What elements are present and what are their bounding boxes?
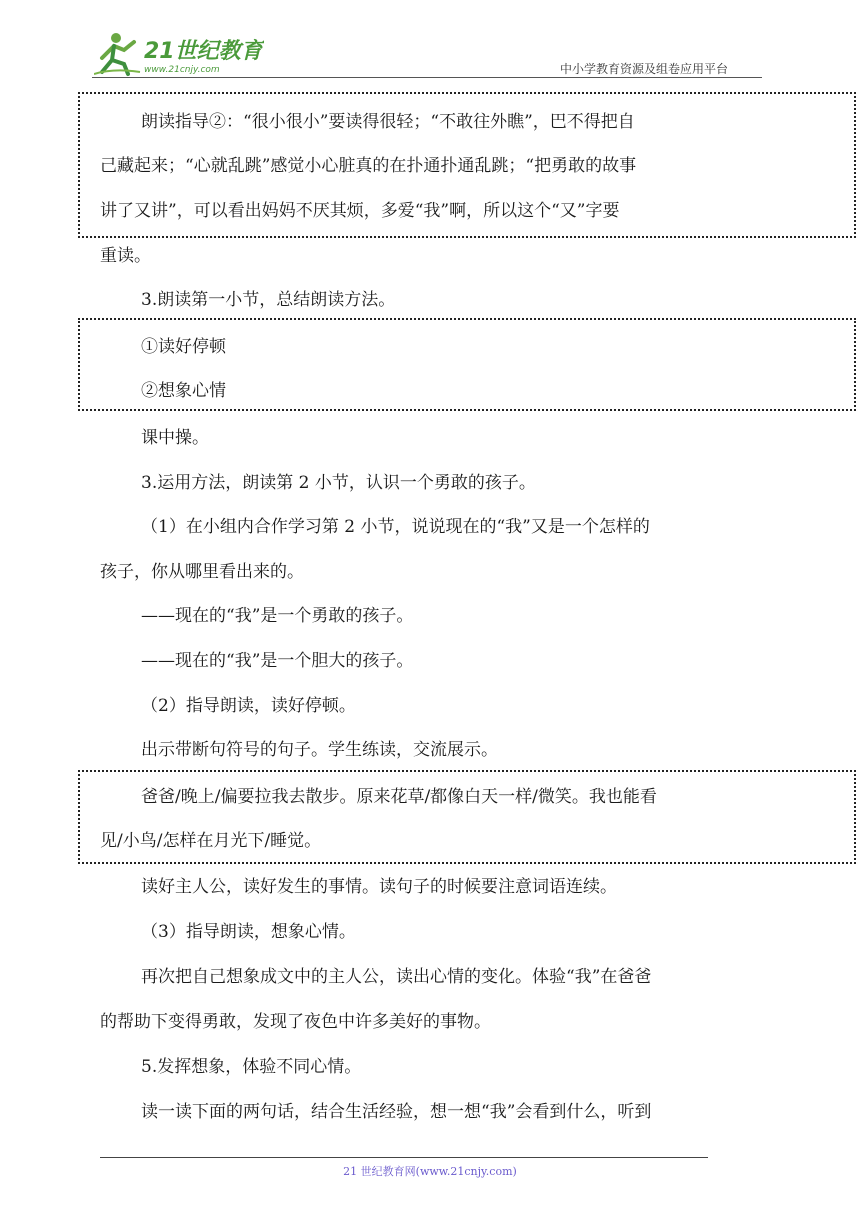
- paragraph-line: 孩子，你从哪里看出来的。: [100, 562, 304, 582]
- paragraph-line: 再次把自己想象成文中的主人公，读出心情的变化。体验“我”在爸爸: [141, 967, 652, 987]
- site-logo: [94, 28, 264, 80]
- method-item: ②想象心情: [141, 381, 226, 401]
- footer-divider: [100, 1157, 708, 1158]
- marked-sentence: 爸爸/晚上/偏要拉我去散步。原来花草/都像白天一样/微笑。我也能看: [141, 787, 657, 807]
- paragraph-line: 读一读下面的两句话，结合生活经验，想一想“我”会看到什么，听到: [141, 1102, 652, 1122]
- logo-title: 21世纪教育: [144, 39, 263, 64]
- section-heading: 3.朗读第一小节，总结朗读方法。: [141, 290, 396, 310]
- paragraph-line: （3）指导朗读，想象心情。: [141, 922, 356, 942]
- paragraph-line: 读好主人公，读好发生的事情。读句子的时候要注意词语连续。: [141, 877, 617, 897]
- runner-logo-icon: [94, 28, 264, 80]
- answer-line: ——现在的“我”是一个勇敢的孩子。: [141, 606, 414, 626]
- method-item: ①读好停顿: [141, 337, 226, 357]
- paragraph-line: 讲了又讲”，可以看出妈妈不厌其烦，多爱“我”啊，所以这个“又”字要: [100, 201, 620, 221]
- paragraph-line: 己藏起来；“心就乱跳”感觉小心脏真的在扑通扑通乱跳；“把勇敢的故事: [100, 156, 637, 176]
- paragraph-line: 重读。: [100, 246, 151, 266]
- paragraph-line: （2）指导朗读，读好停顿。: [141, 696, 356, 716]
- section-heading: 3.运用方法，朗读第 2 小节，认识一个勇敢的孩子。: [141, 473, 536, 493]
- paragraph-line: 的帮助下变得勇敢，发现了夜色中许多美好的事物。: [100, 1012, 491, 1032]
- paragraph-line: 出示带断句符号的句子。学生练读，交流展示。: [141, 740, 498, 760]
- marked-sentence: 见/小鸟/怎样在月光下/睡觉。: [100, 831, 322, 851]
- paragraph-line: 朗读指导②：“很小很小”要读得很轻；“不敢往外瞧”，巴不得把自: [141, 112, 635, 132]
- logo-url: www.21cnjy.com: [144, 65, 220, 75]
- answer-line: ——现在的“我”是一个胆大的孩子。: [141, 651, 414, 671]
- platform-name: 中小学教育资源及组卷应用平台: [560, 62, 729, 76]
- header-divider: [92, 77, 762, 78]
- section-heading: 5.发挥想象，体验不同心情。: [141, 1057, 362, 1077]
- paragraph-line: 课中操。: [141, 428, 209, 448]
- paragraph-line: （1）在小组内合作学习第 2 小节，说说现在的“我”又是一个怎样的: [141, 517, 650, 537]
- footer-link[interactable]: 21 世纪教育网(www.21cnjy.com): [343, 1165, 517, 1178]
